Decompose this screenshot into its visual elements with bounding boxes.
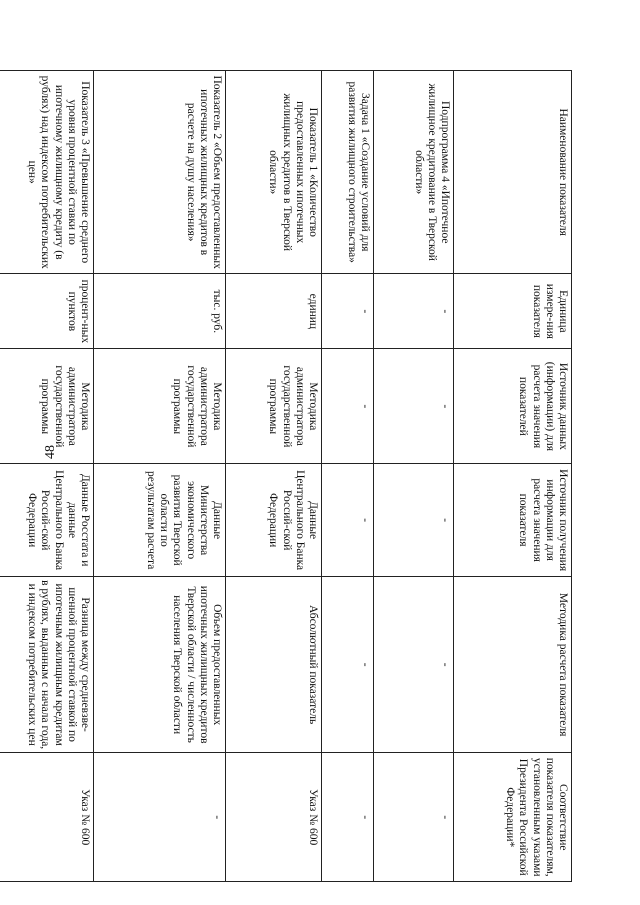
indicator-table xyxy=(0,70,572,882)
table-row xyxy=(374,71,454,882)
cell-name: Задача 1 «Создание условий для развития жилищного строительства» xyxy=(322,71,374,274)
cell-name: Подпрограмма 4 «Ипотечное жилищное кредитование в Тверской области» xyxy=(374,71,454,274)
cell-source-info: - xyxy=(322,464,374,576)
table-row xyxy=(322,71,374,882)
column-header-source_data: Источник данных (информации) для расчета значения показателей xyxy=(454,349,572,464)
cell-method: - xyxy=(374,576,454,753)
cell-source-data: Методика администратора государственной программы xyxy=(0,349,94,464)
table-row xyxy=(226,71,322,882)
table-row xyxy=(94,71,226,882)
cell-unit: единиц xyxy=(226,274,322,349)
cell-source-info: - xyxy=(374,464,454,576)
cell-source-data: - xyxy=(374,349,454,464)
cell-source-info: Данные Министерства экономического развития Тверской области по результатам расчета xyxy=(94,464,226,576)
column-header-decree: Соответствие показателя показателям, установленным указами Президента Российской Федерации* xyxy=(454,753,572,882)
cell-unit: - xyxy=(374,274,454,349)
cell-source-data: Методика администратора государственной программы xyxy=(94,349,226,464)
cell-source-data: - xyxy=(322,349,374,464)
column-header-source_info: Источник получения информации для расчета значения показателя xyxy=(454,464,572,576)
cell-decree: Указ № 600 xyxy=(0,753,94,882)
cell-name: Показатель 2 «Объем предоставленных ипотечных жилищных кредитов в расчете на душу населения» xyxy=(94,71,226,274)
page-number: 48 xyxy=(43,445,58,459)
column-header-name: Наименование показателя xyxy=(454,71,572,274)
cell-source-info: Данные Центрального Банка Россий-ской Федерации xyxy=(226,464,322,576)
cell-unit: - xyxy=(322,274,374,349)
cell-method: Абсолютный показатель xyxy=(226,576,322,753)
cell-decree: - xyxy=(374,753,454,882)
cell-unit: тыс. руб. xyxy=(94,274,226,349)
cell-source-info: Данные Росстата и данные Центрального Банка Россий-ской Федерации xyxy=(0,464,94,576)
cell-source-data: Методика администратора государственной программы xyxy=(226,349,322,464)
cell-unit: процент-ных пунктов xyxy=(0,274,94,349)
cell-method: - xyxy=(322,576,374,753)
cell-decree: - xyxy=(322,753,374,882)
cell-method: Разница между средневзве-шенной процентной ставкой по ипотечным жилищным кредитам в рублях, выданным с начала года, и индексом потребительских цен xyxy=(0,576,94,753)
cell-method: Объем предоставленных ипотечных жилищных кредитов Тверской области / численность населения Тверской области xyxy=(94,576,226,753)
cell-name: Показатель 1 «Количество предоставленных ипотечных жилищных кредитов в Тверской области» xyxy=(226,71,322,274)
table-row xyxy=(0,71,94,882)
table-header-row xyxy=(454,71,572,882)
column-header-method: Методика расчета показателя xyxy=(454,576,572,753)
cell-decree: Указ № 600 xyxy=(226,753,322,882)
column-header-unit: Единица измере-ния показателя xyxy=(454,274,572,349)
cell-decree: - xyxy=(94,753,226,882)
cell-name: Показатель 3 «Превышение среднего уровня процентной ставки по ипотечному жилищному кредиту (в рублях) над индексом потребительских цен» xyxy=(0,71,94,274)
